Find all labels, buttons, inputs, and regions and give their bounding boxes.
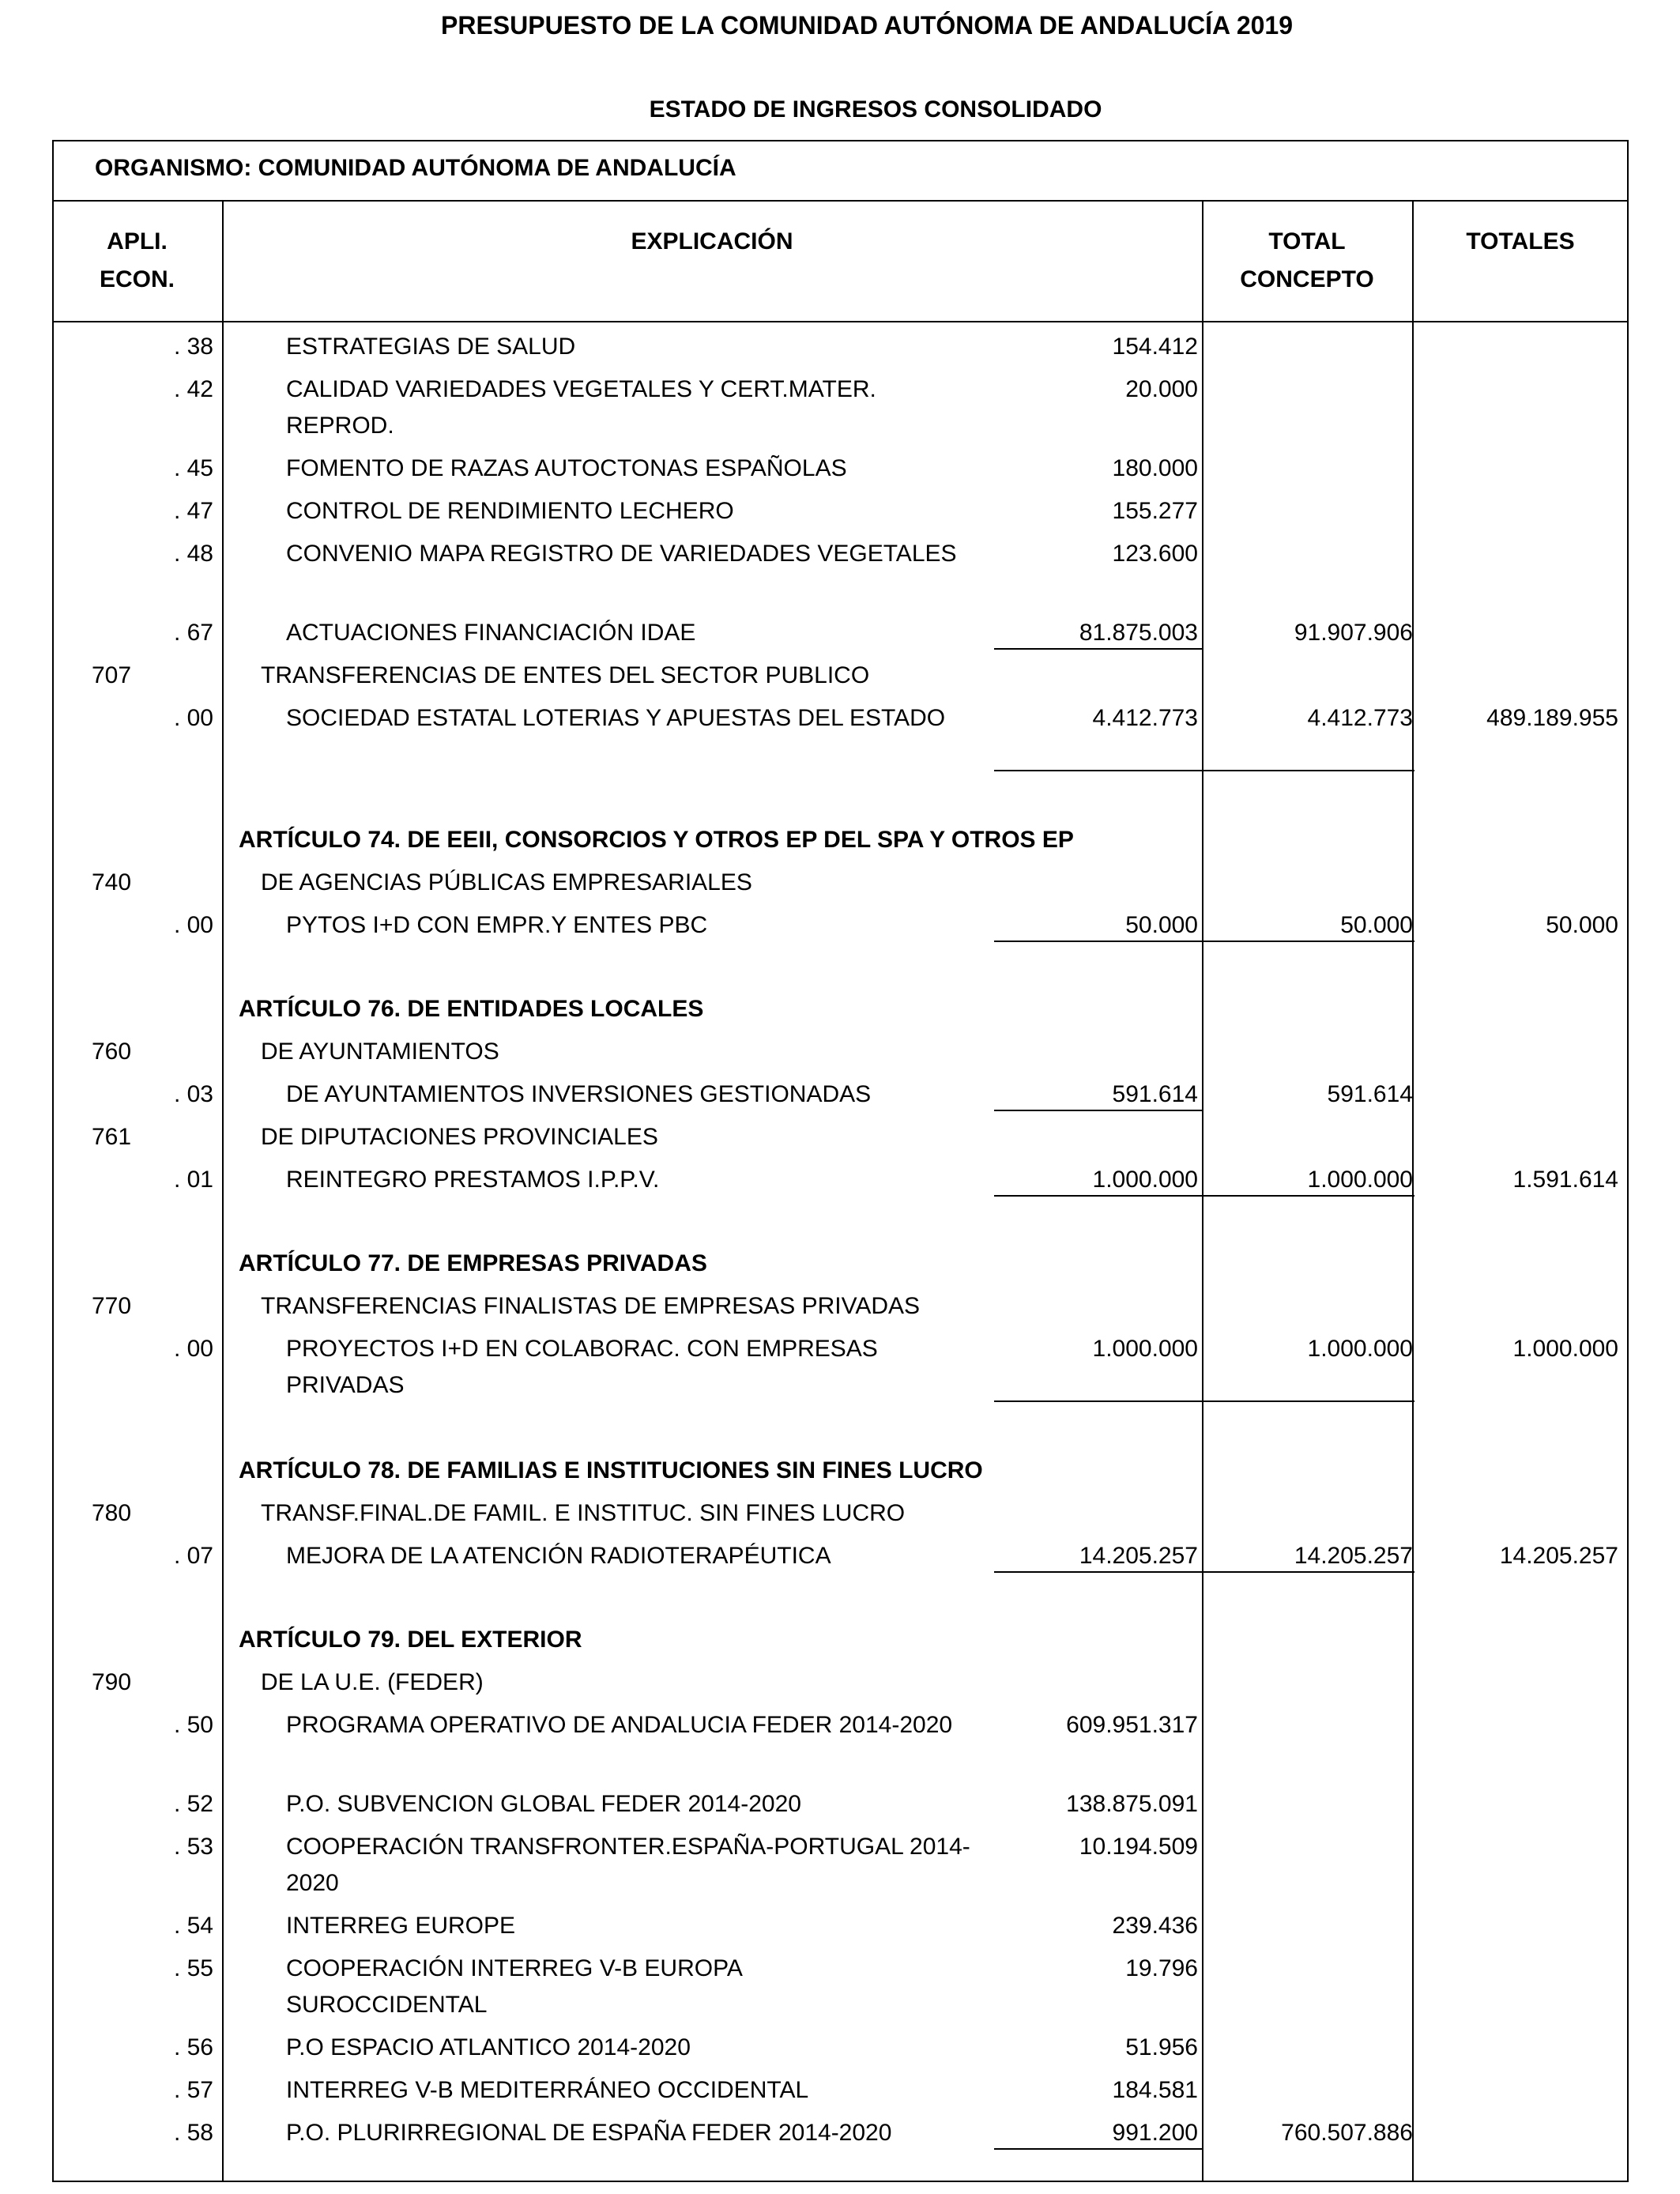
row-amount: 81.875.003 (1079, 620, 1198, 646)
row-code: . 48 (173, 541, 213, 567)
row-concept-total: 591.614 (1327, 1081, 1413, 1107)
row-concept-total: 14.205.257 (1294, 1543, 1413, 1569)
row-amount: 14.205.257 (1079, 1543, 1198, 1569)
concept-description: TRANSF.FINAL.DE FAMIL. E INSTITUC. SIN FINES LUCRO (261, 1500, 906, 1526)
row-total: 1.591.614 (1512, 1167, 1618, 1193)
row-amount: 19.796 (1125, 1955, 1198, 1981)
subtotal-underline (994, 2148, 1203, 2150)
row-description: CALIDAD VARIEDADES VEGETALES Y CERT.MATER. REPROD. (286, 376, 876, 439)
concept-description: DE DIPUTACIONES PROVINCIALES (261, 1124, 658, 1150)
row-description: SOCIEDAD ESTATAL LOTERIAS Y APUESTAS DEL ESTADO (286, 705, 946, 731)
row-amount: 1.000.000 (1092, 1336, 1198, 1362)
row-code: . 38 (173, 334, 213, 360)
row-code: . 58 (173, 2120, 213, 2146)
concept-description: TRANSFERENCIAS DE ENTES DEL SECTOR PUBLICO (261, 662, 870, 688)
concept-code: 761 (92, 1124, 132, 1150)
column-header-apli-line1: APLI. (107, 228, 168, 254)
row-description: P.O. SUBVENCION GLOBAL FEDER 2014-2020 (286, 1791, 801, 1817)
row-description: PYTOS I+D CON EMPR.Y ENTES PBC (286, 912, 708, 938)
row-description: FOMENTO DE RAZAS AUTOCTONAS ESPAÑOLAS (286, 455, 847, 481)
concept-description: TRANSFERENCIAS FINALISTAS DE EMPRESAS PRIVADAS (261, 1293, 921, 1319)
row-amount: 51.956 (1125, 2034, 1198, 2060)
row-description: P.O. PLURIRREGIONAL DE ESPAÑA FEDER 2014-2020 (286, 2120, 892, 2146)
concept-code: 707 (92, 662, 132, 688)
concept-description: DE AYUNTAMIENTOS (261, 1039, 499, 1065)
row-code: . 53 (173, 1834, 213, 1860)
row-code: . 42 (173, 376, 213, 402)
subtotal-underline (994, 1110, 1203, 1111)
article-heading: ARTÍCULO 77. DE EMPRESAS PRIVADAS (239, 1250, 707, 1276)
row-concept-total: 1.000.000 (1307, 1167, 1413, 1193)
row-description: P.O ESPACIO ATLANTICO 2014-2020 (286, 2034, 691, 2060)
row-amount: 4.412.773 (1092, 705, 1198, 731)
article-heading: ARTÍCULO 76. DE ENTIDADES LOCALES (239, 996, 704, 1022)
row-amount: 184.581 (1112, 2077, 1198, 2103)
concept-code: 790 (92, 1669, 132, 1695)
column-header-totales: TOTALES (1466, 228, 1575, 254)
row-amount: 239.436 (1112, 1913, 1198, 1939)
total-underline (994, 1195, 1414, 1197)
organismo-label: ORGANISMO: COMUNIDAD AUTÓNOMA DE ANDALUCÍA (95, 155, 736, 181)
row-description: COOPERACIÓN INTERREG V-B EUROPA SUROCCIDENTAL (286, 1955, 742, 2018)
document-title: PRESUPUESTO DE LA COMUNIDAD AUTÓNOMA DE ANDALUCÍA 2019 (440, 11, 1293, 40)
row-concept-total: 4.412.773 (1307, 705, 1413, 731)
row-amount: 138.875.091 (1066, 1791, 1198, 1817)
row-total: 489.189.955 (1486, 705, 1618, 731)
column-header-total-concepto-line1: TOTAL (1268, 228, 1346, 254)
row-description: CONVENIO MAPA REGISTRO DE VARIEDADES VEGETALES (286, 541, 957, 567)
row-description: MEJORA DE LA ATENCIÓN RADIOTERAPÉUTICA (286, 1543, 831, 1569)
row-concept-total: 91.907.906 (1294, 620, 1413, 646)
row-total: 14.205.257 (1499, 1543, 1618, 1569)
row-concept-total: 760.507.886 (1281, 2120, 1413, 2146)
column-header-explicacion: EXPLICACIÓN (631, 228, 793, 254)
row-code: . 01 (173, 1167, 213, 1193)
row-total: 1.000.000 (1512, 1336, 1618, 1362)
subtotal-underline (994, 648, 1203, 650)
row-code: . 57 (173, 2077, 213, 2103)
article-heading: ARTÍCULO 74. DE EEII, CONSORCIOS Y OTROS EP DEL SPA Y OTROS EP (239, 827, 1074, 853)
row-amount: 1.000.000 (1092, 1167, 1198, 1193)
row-amount: 609.951.317 (1066, 1712, 1198, 1738)
document-subtitle: ESTADO DE INGRESOS CONSOLIDADO (649, 96, 1102, 123)
article-heading: ARTÍCULO 79. DEL EXTERIOR (239, 1627, 582, 1653)
row-code: . 03 (173, 1081, 213, 1107)
concept-description: DE AGENCIAS PÚBLICAS EMPRESARIALES (261, 869, 752, 895)
row-amount: 991.200 (1112, 2120, 1198, 2146)
concept-code: 740 (92, 869, 132, 895)
row-description: REINTEGRO PRESTAMOS I.P.P.V. (286, 1167, 660, 1193)
row-code: . 55 (173, 1955, 213, 1981)
row-code: . 67 (173, 620, 213, 646)
row-amount: 10.194.509 (1079, 1834, 1198, 1860)
row-description: DE AYUNTAMIENTOS INVERSIONES GESTIONADAS (286, 1081, 872, 1107)
column-header-total-concepto-line2: CONCEPTO (1240, 266, 1374, 292)
row-description: ACTUACIONES FINANCIACIÓN IDAE (286, 620, 696, 646)
concept-description: DE LA U.E. (FEDER) (261, 1669, 484, 1695)
total-underline (994, 1400, 1414, 1402)
concept-code: 760 (92, 1039, 132, 1065)
row-total: 50.000 (1546, 912, 1618, 938)
concept-code: 780 (92, 1500, 132, 1526)
column-header-apli-line2: ECON. (99, 266, 175, 292)
row-code: . 54 (173, 1913, 213, 1939)
row-amount: 155.277 (1112, 498, 1198, 524)
row-code: . 50 (173, 1712, 213, 1738)
article-heading: ARTÍCULO 78. DE FAMILIAS E INSTITUCIONES SIN FINES LUCRO (239, 1457, 983, 1483)
total-underline (994, 1571, 1414, 1573)
total-underline (994, 770, 1414, 771)
row-amount: 20.000 (1125, 376, 1198, 402)
row-description: INTERREG EUROPE (286, 1913, 516, 1939)
total-underline (994, 941, 1414, 942)
row-amount: 180.000 (1112, 455, 1198, 481)
row-description: INTERREG V-B MEDITERRÁNEO OCCIDENTAL (286, 2077, 809, 2103)
row-description: PROGRAMA OPERATIVO DE ANDALUCIA FEDER 2014-2020 (286, 1712, 953, 1738)
row-description: COOPERACIÓN TRANSFRONTER.ESPAÑA-PORTUGAL 2014-2020 (286, 1834, 970, 1896)
row-amount: 50.000 (1125, 912, 1198, 938)
row-code: . 00 (173, 705, 213, 731)
row-code: . 07 (173, 1543, 213, 1569)
row-amount: 591.614 (1112, 1081, 1198, 1107)
row-concept-total: 50.000 (1340, 912, 1413, 938)
concept-code: 770 (92, 1293, 132, 1319)
row-description: ESTRATEGIAS DE SALUD (286, 334, 576, 360)
row-amount: 154.412 (1112, 334, 1198, 360)
row-concept-total: 1.000.000 (1307, 1336, 1413, 1362)
row-code: . 45 (173, 455, 213, 481)
row-code: . 56 (173, 2034, 213, 2060)
row-description: PROYECTOS I+D EN COLABORAC. CON EMPRESAS PRIVADAS (286, 1336, 878, 1398)
row-code: . 00 (173, 1336, 213, 1362)
row-description: CONTROL DE RENDIMIENTO LECHERO (286, 498, 734, 524)
row-code: . 52 (173, 1791, 213, 1817)
row-code: . 00 (173, 912, 213, 938)
row-amount: 123.600 (1112, 541, 1198, 567)
row-code: . 47 (173, 498, 213, 524)
